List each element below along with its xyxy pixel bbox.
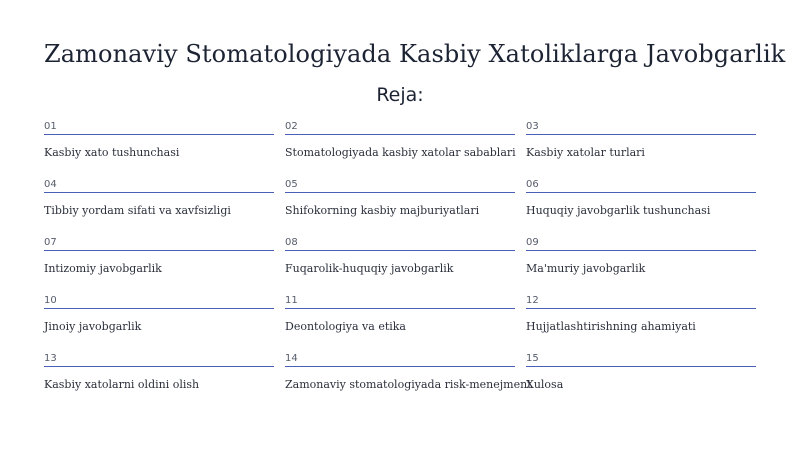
divider — [44, 134, 274, 135]
divider — [526, 134, 756, 135]
agenda-item — [526, 178, 756, 236]
page-title: Zamonaviy Stomatologiyada Kasbiy Xatoliklarga Javobgarlik — [44, 40, 786, 68]
divider — [285, 192, 515, 193]
divider — [285, 250, 515, 251]
agenda-item — [44, 294, 274, 352]
item-label: Kasbiy xato tushunchasi — [44, 146, 180, 159]
item-label: Kasbiy xatolar turlari — [526, 146, 645, 159]
divider — [44, 192, 274, 193]
item-label: Hujjatlashtirishning ahamiyati — [526, 320, 696, 333]
item-label: Zamonaviy stomatologiyada risk-menejment — [285, 378, 532, 391]
item-number: 01 — [44, 121, 57, 132]
item-number: 02 — [285, 121, 298, 132]
agenda-item — [526, 294, 756, 352]
item-label: Huquqiy javobgarlik tushunchasi — [526, 204, 711, 217]
item-number: 06 — [526, 179, 539, 190]
agenda-item — [285, 178, 515, 236]
item-label: Jinoiy javobgarlik — [44, 320, 142, 333]
divider — [285, 366, 515, 367]
item-number: 04 — [44, 179, 57, 190]
item-number: 15 — [526, 353, 539, 364]
divider — [526, 192, 756, 193]
item-number: 14 — [285, 353, 298, 364]
divider — [526, 250, 756, 251]
agenda-item — [526, 236, 756, 294]
agenda-item — [285, 294, 515, 352]
divider — [526, 366, 756, 367]
divider — [44, 250, 274, 251]
item-number: 05 — [285, 179, 298, 190]
agenda-item — [285, 120, 515, 178]
agenda-item — [44, 236, 274, 294]
agenda-item — [526, 120, 756, 178]
agenda-item — [44, 178, 274, 236]
divider — [44, 308, 274, 309]
agenda-heading: Reja: — [376, 84, 424, 106]
item-label: Kasbiy xatolarni oldini olish — [44, 378, 200, 391]
item-label: Xulosa — [526, 378, 564, 391]
item-label: Tibbiy yordam sifati va xavfsizligi — [44, 204, 231, 217]
agenda-item — [44, 120, 274, 178]
divider — [285, 134, 515, 135]
item-label: Shifokorning kasbiy majburiyatlari — [285, 204, 480, 217]
divider — [285, 308, 515, 309]
divider — [44, 366, 274, 367]
agenda-grid — [44, 120, 756, 410]
agenda-item — [285, 236, 515, 294]
item-number: 03 — [526, 121, 539, 132]
item-label: Deontologiya va etika — [285, 320, 406, 333]
item-number: 10 — [44, 295, 57, 306]
item-number: 12 — [526, 295, 539, 306]
item-number: 08 — [285, 237, 298, 248]
item-label: Stomatologiyada kasbiy xatolar sabablari — [285, 146, 516, 159]
item-label: Intizomiy javobgarlik — [44, 262, 162, 275]
item-number: 09 — [526, 237, 539, 248]
item-number: 11 — [285, 295, 298, 306]
item-label: Fuqarolik-huquqiy javobgarlik — [285, 262, 454, 275]
agenda-item — [285, 352, 532, 410]
item-number: 07 — [44, 237, 57, 248]
divider — [526, 308, 756, 309]
agenda-item — [526, 352, 756, 410]
item-label: Ma'muriy javobgarlik — [526, 262, 646, 275]
agenda-item — [44, 352, 274, 410]
item-number: 13 — [44, 353, 57, 364]
